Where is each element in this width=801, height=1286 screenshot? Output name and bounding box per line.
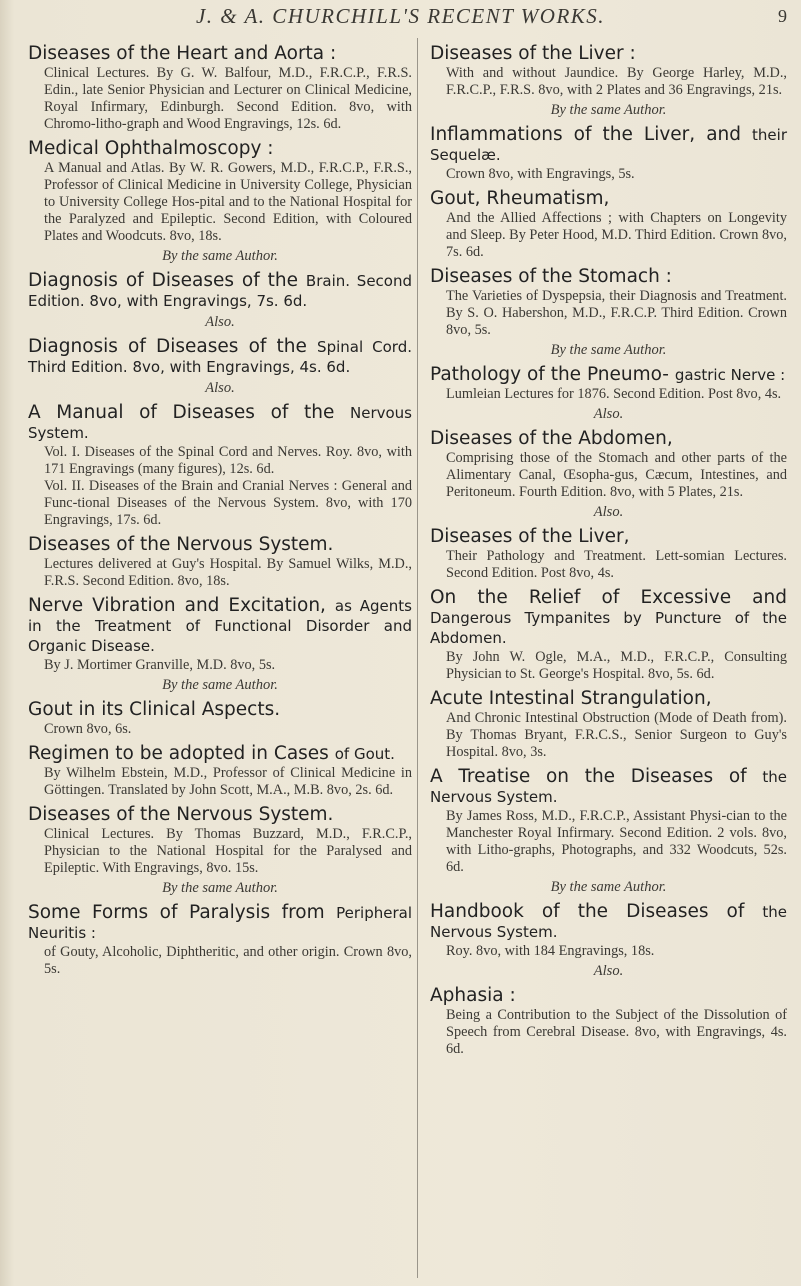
page-header xyxy=(0,4,801,30)
entry-description: And the Allied Affections ; with Chapters on Longevity and Sleep. By Peter Hood, M.D. Third Edition. Crown 8vo, 7s. 6d. xyxy=(446,210,787,260)
entry-title-continuation: Peripheral Neuritis : xyxy=(28,904,412,942)
entry-title-continuation: Dangerous Tympanites by Puncture of the Abdomen. xyxy=(430,609,787,647)
entry-title-text: Diseases of the Nervous System. xyxy=(28,534,334,555)
author-separator: Also. xyxy=(593,406,624,422)
catalogue-entry xyxy=(28,403,412,529)
entry-title-text: Diseases of the Liver : xyxy=(430,43,636,64)
entry-description: Vol. II. Diseases of the Brain and Cranial Nerves : General and Func-tional Diseases of the Nervous System. 8vo, with 170 Engravings, 17s. 6d. xyxy=(44,478,412,528)
catalogue-entry xyxy=(430,767,787,896)
catalogue-entry xyxy=(430,125,787,183)
entry-title-text: Diseases of the Liver, xyxy=(430,526,630,547)
page-number: 9 xyxy=(778,6,787,26)
entry-title xyxy=(28,535,412,555)
catalogue-entry xyxy=(28,903,412,978)
entry-title xyxy=(430,365,787,385)
entry-title-continuation: their Sequelæ. xyxy=(430,126,787,164)
catalogue-entry xyxy=(430,527,787,582)
entry-description: By Wilhelm Ebstein, M.D., Professor of Clinical Medicine in Göttingen. Translated by John Scott, M.A., M.B. 8vo, 2s. 6d. xyxy=(44,765,412,798)
entry-title-text: Inflammations of the Liver, and xyxy=(430,124,741,145)
entry-description: And Chronic Intestinal Obstruction (Mode of Death from). By Thomas Bryant, F.R.C.S., Senior Surgeon to Guy's Hospital. 8vo, 3s. xyxy=(446,710,787,760)
entry-title-continuation: as Agents in the Treatment of Functional Disorder and Organic Disease. xyxy=(28,597,412,655)
entry-title-text: Diagnosis of Diseases of the xyxy=(28,336,307,357)
entry-description: Lumleian Lectures for 1876. Second Edition. Post 8vo, 4s. xyxy=(446,386,782,402)
entry-description: Clinical Lectures. By G. W. Balfour, M.D., F.R.C.P., F.R.S. Edin., late Senior Physician and Lecturer on Clinical Medicine, Royal Infirmary, Edinburgh. Second Edition. 8vo, with Chromo-litho-graph and Wood Engravings, 12s. 6d. xyxy=(44,65,412,132)
entry-title xyxy=(28,596,412,656)
catalogue-entry xyxy=(28,700,412,738)
entry-title-text: Diagnosis of Diseases of the xyxy=(28,270,298,291)
entry-description: By J. Mortimer Granville, M.D. 8vo, 5s. xyxy=(44,657,276,673)
entry-description: Their Pathology and Treatment. Lett-somian Lectures. Second Edition. Post 8vo, 4s. xyxy=(446,548,787,581)
entry-title-text: On the Relief of Excessive and xyxy=(430,587,787,608)
entry-description: Crown 8vo, 6s. xyxy=(44,721,132,737)
entry-title xyxy=(28,805,412,825)
entry-title-text: Gout, Rheumatism, xyxy=(430,188,610,209)
entry-title-text: A Manual of Diseases of the xyxy=(28,402,335,423)
entry-title xyxy=(430,689,787,709)
entry-description: Being a Contribution to the Subject of the Dissolution of Speech from Cerebral Disease. 8vo, with Engravings, 4s. 6d. xyxy=(446,1007,787,1057)
entry-title xyxy=(28,139,412,159)
entry-title-text: Handbook of the Diseases of xyxy=(430,901,745,922)
entry-title-text: Gout in its Clinical Aspects. xyxy=(28,699,281,720)
author-separator: Also. xyxy=(205,314,235,330)
catalogue-entry xyxy=(28,744,412,799)
entry-title xyxy=(28,744,412,764)
entry-title-text: Pathology of the Pneumo- xyxy=(430,364,669,385)
catalogue-entry xyxy=(28,44,412,133)
entry-description: Lectures delivered at Guy's Hospital. By Samuel Wilks, M.D., F.R.S. Second Edition. 8vo, 18s. xyxy=(44,556,412,589)
entry-description: A Manual and Atlas. By W. R. Gowers, M.D., F.R.C.P., F.R.S., Professor of Clinical Medicine in University College, Physician to University College Hos-pital and to the National Hospital for the Paralyzed and Epileptic. Second Edition, with Coloured Plates and Woodcuts. 8vo, 18s. xyxy=(44,160,412,244)
right-column xyxy=(430,44,787,1064)
entry-title-continuation: the Nervous System. xyxy=(430,768,787,806)
entry-title xyxy=(28,44,412,64)
entry-title xyxy=(430,902,787,942)
author-separator: By the same Author. xyxy=(550,102,667,118)
entry-title xyxy=(28,903,412,943)
entry-title xyxy=(430,125,787,165)
author-separator: By the same Author. xyxy=(550,342,667,358)
entry-title-text: Medical Ophthalmoscopy : xyxy=(28,138,274,159)
catalogue-entry xyxy=(430,588,787,683)
catalogue-entry xyxy=(28,805,412,897)
entry-title xyxy=(430,986,787,1006)
entry-title-continuation: the Nervous System. xyxy=(430,903,787,941)
entry-title xyxy=(430,527,787,547)
entry-description: By James Ross, M.D., F.R.C.P., Assistant Physi-cian to the Manchester Royal Infirmary. Second Edition. 2 vols. 8vo, with Litho-graphs, Photographs, and 332 Woodcuts, 52s. 6d. xyxy=(446,808,787,875)
entry-title-continuation: Nervous System. xyxy=(28,404,412,442)
catalogue-entry xyxy=(28,596,412,694)
entry-title-text: Nerve Vibration and Excitation, xyxy=(28,595,326,616)
catalogue-entry xyxy=(430,429,787,521)
left-column xyxy=(28,44,412,984)
catalogue-entry xyxy=(28,535,412,590)
author-separator: Also. xyxy=(593,504,624,520)
entry-title-text: Some Forms of Paralysis from xyxy=(28,902,325,923)
entry-title-text: Acute Intestinal Strangulation, xyxy=(430,688,712,709)
entry-title xyxy=(430,429,787,449)
entry-title xyxy=(430,767,787,807)
entry-description: Crown 8vo, with Engravings, 5s. xyxy=(446,166,635,182)
catalogue-entry xyxy=(28,271,412,331)
entry-title-text: Diseases of the Stomach : xyxy=(430,266,672,287)
entry-title xyxy=(28,271,412,311)
column-divider xyxy=(417,38,418,1278)
author-separator: Also. xyxy=(593,963,624,979)
author-separator: Also. xyxy=(205,380,235,396)
catalogue-entry xyxy=(430,189,787,261)
author-separator: By the same Author. xyxy=(550,879,667,895)
entry-description: The Varieties of Dyspepsia, their Diagnosis and Treatment. By S. O. Habershon, M.D., F.R.C.P. Third Edition. Crown 8vo, 5s. xyxy=(446,288,787,338)
entry-title xyxy=(28,403,412,443)
catalogue-entry xyxy=(430,902,787,980)
entry-title-continuation: Brain. Second Edition. 8vo, with Engravings, 7s. 6d. xyxy=(28,272,413,310)
entry-title xyxy=(28,700,412,720)
running-head: J. & A. CHURCHILL'S RECENT WORKS. xyxy=(195,4,606,28)
entry-description: Clinical Lectures. By Thomas Buzzard, M.D., F.R.C.P., Physician to the National Hospital for the Paralysed and Epileptic. With Engravings, 8vo. 15s. xyxy=(44,826,412,876)
catalogue-entry xyxy=(430,44,787,119)
entry-title-continuation: gastric Nerve : xyxy=(674,366,786,384)
entry-title-text: Diseases of the Heart and Aorta : xyxy=(28,43,337,64)
entry-title xyxy=(28,337,412,377)
entry-title-continuation: of Gout. xyxy=(334,745,395,763)
entry-description: of Gouty, Alcoholic, Diphtheritic, and other origin. Crown 8vo, 5s. xyxy=(44,944,412,977)
entry-description: Roy. 8vo, with 184 Engravings, 18s. xyxy=(446,943,655,959)
catalogue-entry xyxy=(430,689,787,761)
entry-description: Vol. I. Diseases of the Spinal Cord and Nerves. Roy. 8vo, with 171 Engravings (many figures), 12s. 6d. xyxy=(44,444,412,477)
entry-description: Comprising those of the Stomach and other parts of the Alimentary Canal, Œsopha-gus, Cæcum, Intestines, and Peritoneum. Fourth Edition. 8vo, with 5 Plates, 21s. xyxy=(446,450,787,500)
author-separator: By the same Author. xyxy=(162,248,278,264)
entry-title xyxy=(430,44,787,64)
entry-title xyxy=(430,189,787,209)
author-separator: By the same Author. xyxy=(162,880,278,896)
entry-title-text: Aphasia : xyxy=(430,985,516,1006)
catalogue-entry xyxy=(28,139,412,265)
entry-title-text: Diseases of the Nervous System. xyxy=(28,804,334,825)
author-separator: By the same Author. xyxy=(162,677,278,693)
entry-description: With and without Jaundice. By George Harley, M.D., F.R.C.P., F.R.S. 8vo, with 2 Plates and 36 Engravings, 21s. xyxy=(446,65,787,98)
entry-description: By John W. Ogle, M.A., M.D., F.R.C.P., Consulting Physician to St. George's Hospital. 8vo, 5s. 6d. xyxy=(446,649,787,682)
entry-title xyxy=(430,588,787,648)
catalogue-entry xyxy=(430,267,787,359)
catalogue-entry xyxy=(430,986,787,1058)
catalogue-entry xyxy=(430,365,787,423)
entry-title-continuation: Spinal Cord. Third Edition. 8vo, with Engravings, 4s. 6d. xyxy=(28,338,412,376)
catalogue-entry xyxy=(28,337,412,397)
entry-title xyxy=(430,267,787,287)
entry-title-text: Diseases of the Abdomen, xyxy=(430,428,673,449)
entry-title-text: Regimen to be adopted in Cases xyxy=(28,743,329,764)
entry-title-text: A Treatise on the Diseases of xyxy=(430,766,747,787)
